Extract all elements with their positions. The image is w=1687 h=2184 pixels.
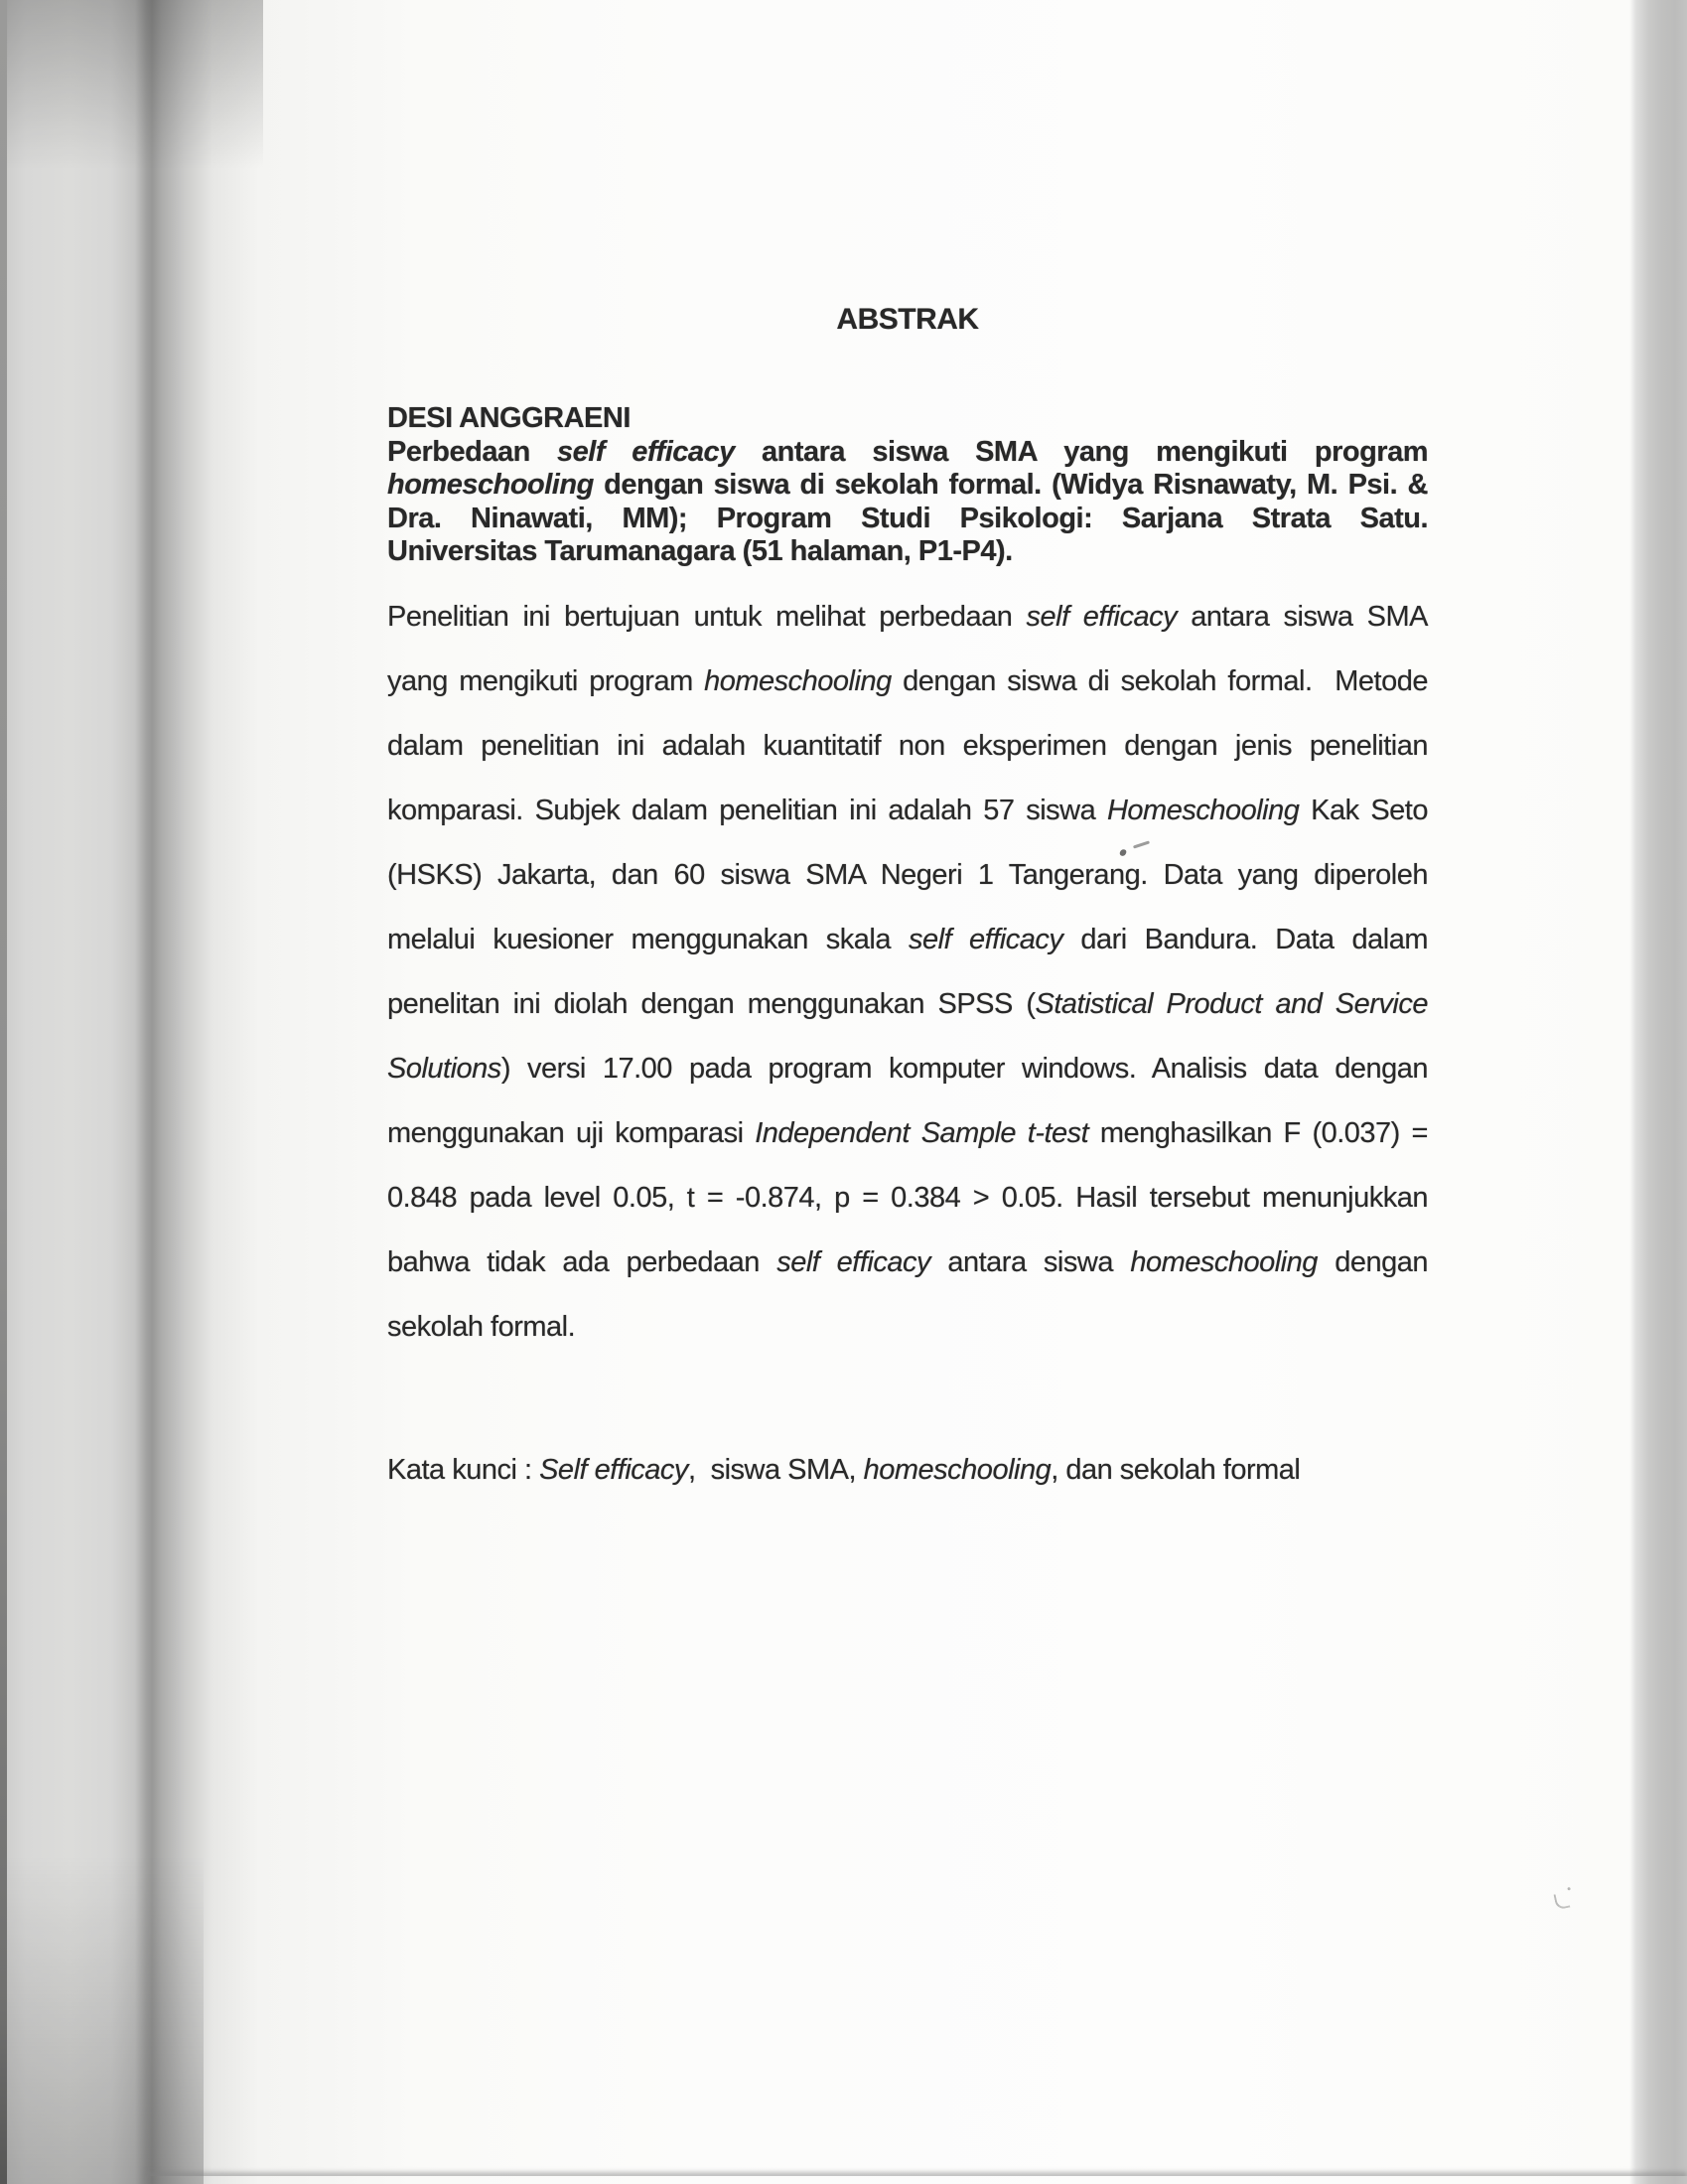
italic-text-segment: homeschooling	[704, 665, 892, 697]
text-line	[387, 1231, 1428, 1295]
text-line	[387, 714, 1428, 779]
text-segment: penelitan ini diolah dengan menggunakan SPSS (	[387, 988, 1036, 1020]
text-segment: sekolah formal.	[387, 1311, 576, 1343]
text-segment: menghasilkan F (0.037) =	[1088, 1117, 1428, 1149]
text-segment: dari Bandura. Data dalam	[1062, 924, 1429, 955]
text-line	[387, 436, 1428, 470]
text-segment: antara siswa SMA	[1177, 601, 1428, 633]
keywords-line	[387, 1438, 1428, 1503]
text-segment: komparasi. Subjek dalam penelitian ini adalah 57 siswa	[387, 795, 1107, 826]
page-right-edge-shadow	[1629, 0, 1687, 2184]
italic-text-segment: homeschooling	[863, 1454, 1052, 1486]
text-segment: Perbedaan	[387, 435, 558, 468]
scan-bottom-edge	[145, 2176, 1687, 2184]
italic-text-segment: Homeschooling	[1106, 795, 1300, 826]
italic-text-segment: Statistical Product and Service	[1035, 988, 1428, 1020]
italic-text-segment: homeschooling	[1130, 1246, 1318, 1278]
ink-speck-curl	[1553, 1892, 1570, 1911]
text-line	[387, 843, 1428, 908]
text-segment: dalam penelitian ini adalah kuantitatif non eksperimen dengan jenis penelitian	[387, 730, 1428, 762]
text-line	[387, 1438, 1428, 1503]
italic-text-segment: Self efficacy	[539, 1454, 688, 1486]
italic-text-segment: self efficacy	[776, 1246, 930, 1278]
text-segment: DESI ANGGRAENI	[387, 402, 631, 434]
text-segment: melalui kuesioner menggunakan skala	[387, 924, 909, 955]
text-line	[387, 469, 1428, 503]
text-segment: , dan sekolah formal	[1051, 1454, 1301, 1486]
text-segment: menggunakan uji komparasi	[387, 1117, 756, 1149]
book-binding-shadow	[0, 0, 263, 2184]
italic-text-segment: self efficacy	[908, 924, 1063, 955]
text-line	[387, 585, 1428, 650]
text-segment: antara siswa SMA yang mengikuti program	[734, 435, 1428, 468]
text-segment: Penelitian ini bertujuan untuk melihat perbedaan	[387, 601, 1027, 633]
text-segment: (HSKS) Jakarta, dan 60 siswa SMA Negeri 1 Tangerang. Data yang diperoleh	[387, 859, 1428, 891]
text-line	[387, 650, 1428, 714]
text-line	[387, 535, 1428, 569]
text-segment: dengan siswa di sekolah formal. Metode	[891, 665, 1429, 697]
italic-text-segment: Solutions	[387, 1053, 501, 1085]
thesis-title-block	[387, 402, 1428, 569]
italic-text-segment: self efficacy	[557, 435, 735, 468]
text-segment: antara siswa	[930, 1246, 1131, 1278]
text-segment: , siswa SMA,	[687, 1454, 864, 1486]
text-segment: Dra. Ninawati, MM); Program Studi Psikologi: Sarjana Strata Satu.	[387, 502, 1428, 534]
italic-text-segment: self efficacy	[1026, 601, 1178, 633]
text-segment: dengan siswa di sekolah formal. (Widya Risnawaty, M. Psi. &	[593, 469, 1428, 501]
text-line	[387, 1166, 1428, 1231]
text-line	[387, 1037, 1428, 1101]
text-segment: Kak Seto	[1299, 795, 1428, 826]
text-line	[387, 1101, 1428, 1166]
text-segment: yang mengikuti program	[387, 665, 705, 697]
italic-text-segment: Independent Sample t-test	[755, 1117, 1089, 1149]
text-line	[387, 972, 1428, 1037]
text-segment: Kata kunci :	[387, 1454, 540, 1486]
scan-left-edge	[0, 0, 7, 2184]
text-line	[387, 503, 1428, 536]
page-title: ABSTRAK	[836, 303, 979, 336]
italic-text-segment: homeschooling	[387, 469, 594, 501]
text-segment: bahwa tidak ada perbedaan	[387, 1246, 777, 1278]
text-segment: Universitas Tarumanagara (51 halaman, P1-P4).	[387, 535, 1013, 567]
abstract-paragraph	[387, 585, 1428, 1360]
text-segment: dengan	[1317, 1246, 1429, 1278]
text-segment: ) versi 17.00 pada program komputer windows. Analisis data dengan	[500, 1053, 1428, 1085]
text-line	[387, 402, 1428, 436]
text-line	[387, 779, 1428, 843]
text-segment: 0.848 pada level 0.05, t = -0.874, p = 0.384 > 0.05. Hasil tersebut menunjukkan	[387, 1182, 1428, 1214]
text-line	[387, 1295, 1428, 1360]
text-line	[387, 908, 1428, 972]
